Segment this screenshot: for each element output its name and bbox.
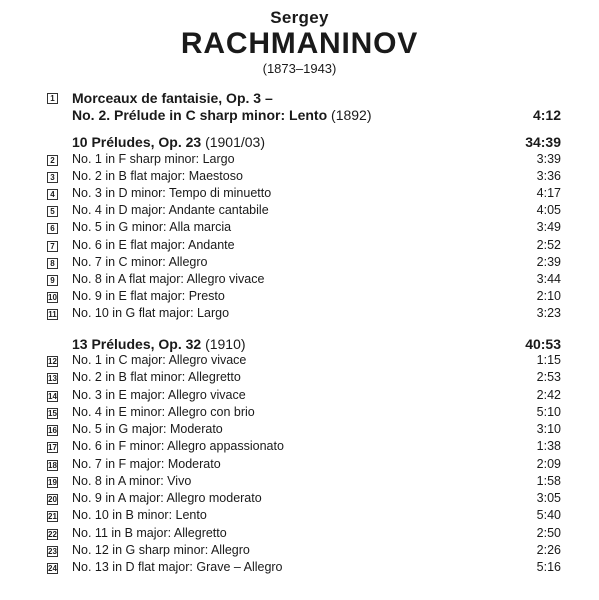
track-number-box: 10 [48,292,57,302]
track-row [0,152,599,169]
track-title: No. 2 in B flat major: Maestoso [72,169,243,184]
track-row [0,526,599,543]
track-row [0,439,599,456]
track-row [0,306,599,323]
track-row [0,238,599,255]
track-title: No. 7 in C minor: Allegro [72,254,208,269]
track-number-box: 23 [48,546,57,556]
track-row [0,107,599,124]
track-row [0,353,599,370]
track-row [0,388,599,405]
track-title: No. 2. Prélude in C sharp minor: Lento (1892) [72,107,372,123]
track-row [0,543,599,560]
track-duration: 2:50 [536,525,561,540]
track-row [0,560,599,577]
track-duration: 3:23 [536,305,561,320]
track-title: No. 13 in D flat major: Grave – Allegro [72,560,283,574]
track-row [0,186,599,203]
work-title: 10 Préludes, Op. 23 (1901/03) [72,134,265,150]
track-number-box: 18 [48,460,57,470]
track-duration: 2:39 [536,254,561,269]
track-duration: 3:36 [536,169,561,184]
track-duration: 5:16 [536,560,561,574]
track-duration: 4:05 [536,203,561,218]
track-duration: 1:38 [536,439,561,454]
track-title: No. 4 in D major: Andante cantabile [72,203,269,218]
track-duration: 2:26 [536,542,561,557]
work-duration: 34:39 [525,134,561,150]
work-duration: 40:53 [525,336,561,352]
track-title: No. 6 in F minor: Allegro appassionato [72,439,284,454]
composer-dates: (1873–1943) [262,61,337,76]
track-title: No. 2 in B flat minor: Allegretto [72,370,241,385]
track-title: No. 8 in A minor: Vivo [72,473,192,488]
track-title: No. 9 in A major: Allegro moderato [72,491,262,505]
track-duration: 3:10 [536,422,561,436]
work-header-morceaux [0,90,599,107]
track-duration: 5:10 [536,404,561,419]
track-number-box: 8 [47,258,58,269]
track-number-box: 16 [48,426,57,435]
track-row [0,474,599,491]
track-number-box: 11 [48,309,57,319]
track-row [0,370,599,387]
track-row [0,272,599,289]
track-row [0,255,599,272]
track-number-box: 19 [48,477,57,487]
track-title: No. 7 in F major: Moderato [72,456,221,471]
track-duration: 1:15 [536,353,561,367]
track-number-box: 20 [48,495,57,504]
work-header-op23 [0,134,599,151]
track-title: No. 3 in E major: Allegro vivace [72,387,246,402]
track-duration: 3:39 [536,152,561,166]
work-header-op32 [0,336,599,353]
track-number-box: 2 [47,155,58,166]
track-duration: 3:05 [536,491,561,505]
track-title: No. 12 in G sharp minor: Allegro [72,542,250,557]
track-title: No. 1 in C major: Allegro vivace [72,353,247,367]
track-number-box: 22 [48,529,57,539]
track-title: No. 4 in E minor: Allegro con brio [72,404,255,419]
track-number-box: 17 [48,443,57,453]
track-number-box: 5 [47,206,58,217]
track-row [0,289,599,306]
track-number-box: 15 [48,408,57,418]
track-title: No. 10 in B minor: Lento [72,508,207,523]
track-row [0,203,599,220]
track-number-box: 4 [47,189,58,200]
track-duration: 1:58 [536,473,561,488]
track-title: No. 8 in A flat major: Allegro vivace [72,271,265,286]
track-duration: 3:44 [536,271,561,286]
track-title: No. 9 in E flat major: Presto [72,288,225,303]
track-row [0,457,599,474]
track-duration: 4:17 [536,186,561,201]
track-number-box: 7 [47,241,58,252]
track-number-box: 3 [47,172,58,183]
track-duration: 2:42 [536,387,561,402]
track-number-box: 6 [47,223,58,234]
track-row [0,220,599,237]
track-number-box: 1 [47,93,58,104]
track-title: No. 5 in G major: Moderato [72,422,223,436]
track-row [0,491,599,508]
track-duration: 4:12 [532,107,561,123]
track-duration: 2:53 [536,370,561,385]
track-row [0,169,599,186]
track-duration: 5:40 [536,508,561,523]
track-title: No. 1 in F sharp minor: Largo [72,152,235,166]
track-title: No. 6 in E flat major: Andante [72,237,235,252]
track-number-box: 9 [47,275,58,286]
track-number-box: 14 [48,391,57,401]
track-duration: 3:49 [536,220,561,235]
track-duration: 2:10 [536,288,561,303]
track-duration: 2:09 [536,456,561,471]
composer-last-name: RACHMANINOV [180,27,419,60]
track-number-box: 24 [48,564,57,573]
track-duration: 2:52 [536,237,561,252]
work-title: 13 Préludes, Op. 32 (1910) [72,336,246,352]
track-number-box: 21 [48,512,57,522]
track-title: No. 5 in G minor: Alla marcia [72,220,232,235]
work-title: Morceaux de fantaisie, Op. 3 – [72,90,273,106]
track-number-box: 12 [48,357,57,366]
track-title: No. 3 in D minor: Tempo di minuetto [72,186,272,201]
track-title: No. 11 in B major: Allegretto [72,525,227,540]
track-number-box: 13 [48,374,57,384]
track-row [0,508,599,525]
composer-first-name: Sergey [270,8,329,27]
track-title: No. 10 in G flat major: Largo [72,305,230,320]
track-row [0,405,599,422]
track-row [0,422,599,439]
